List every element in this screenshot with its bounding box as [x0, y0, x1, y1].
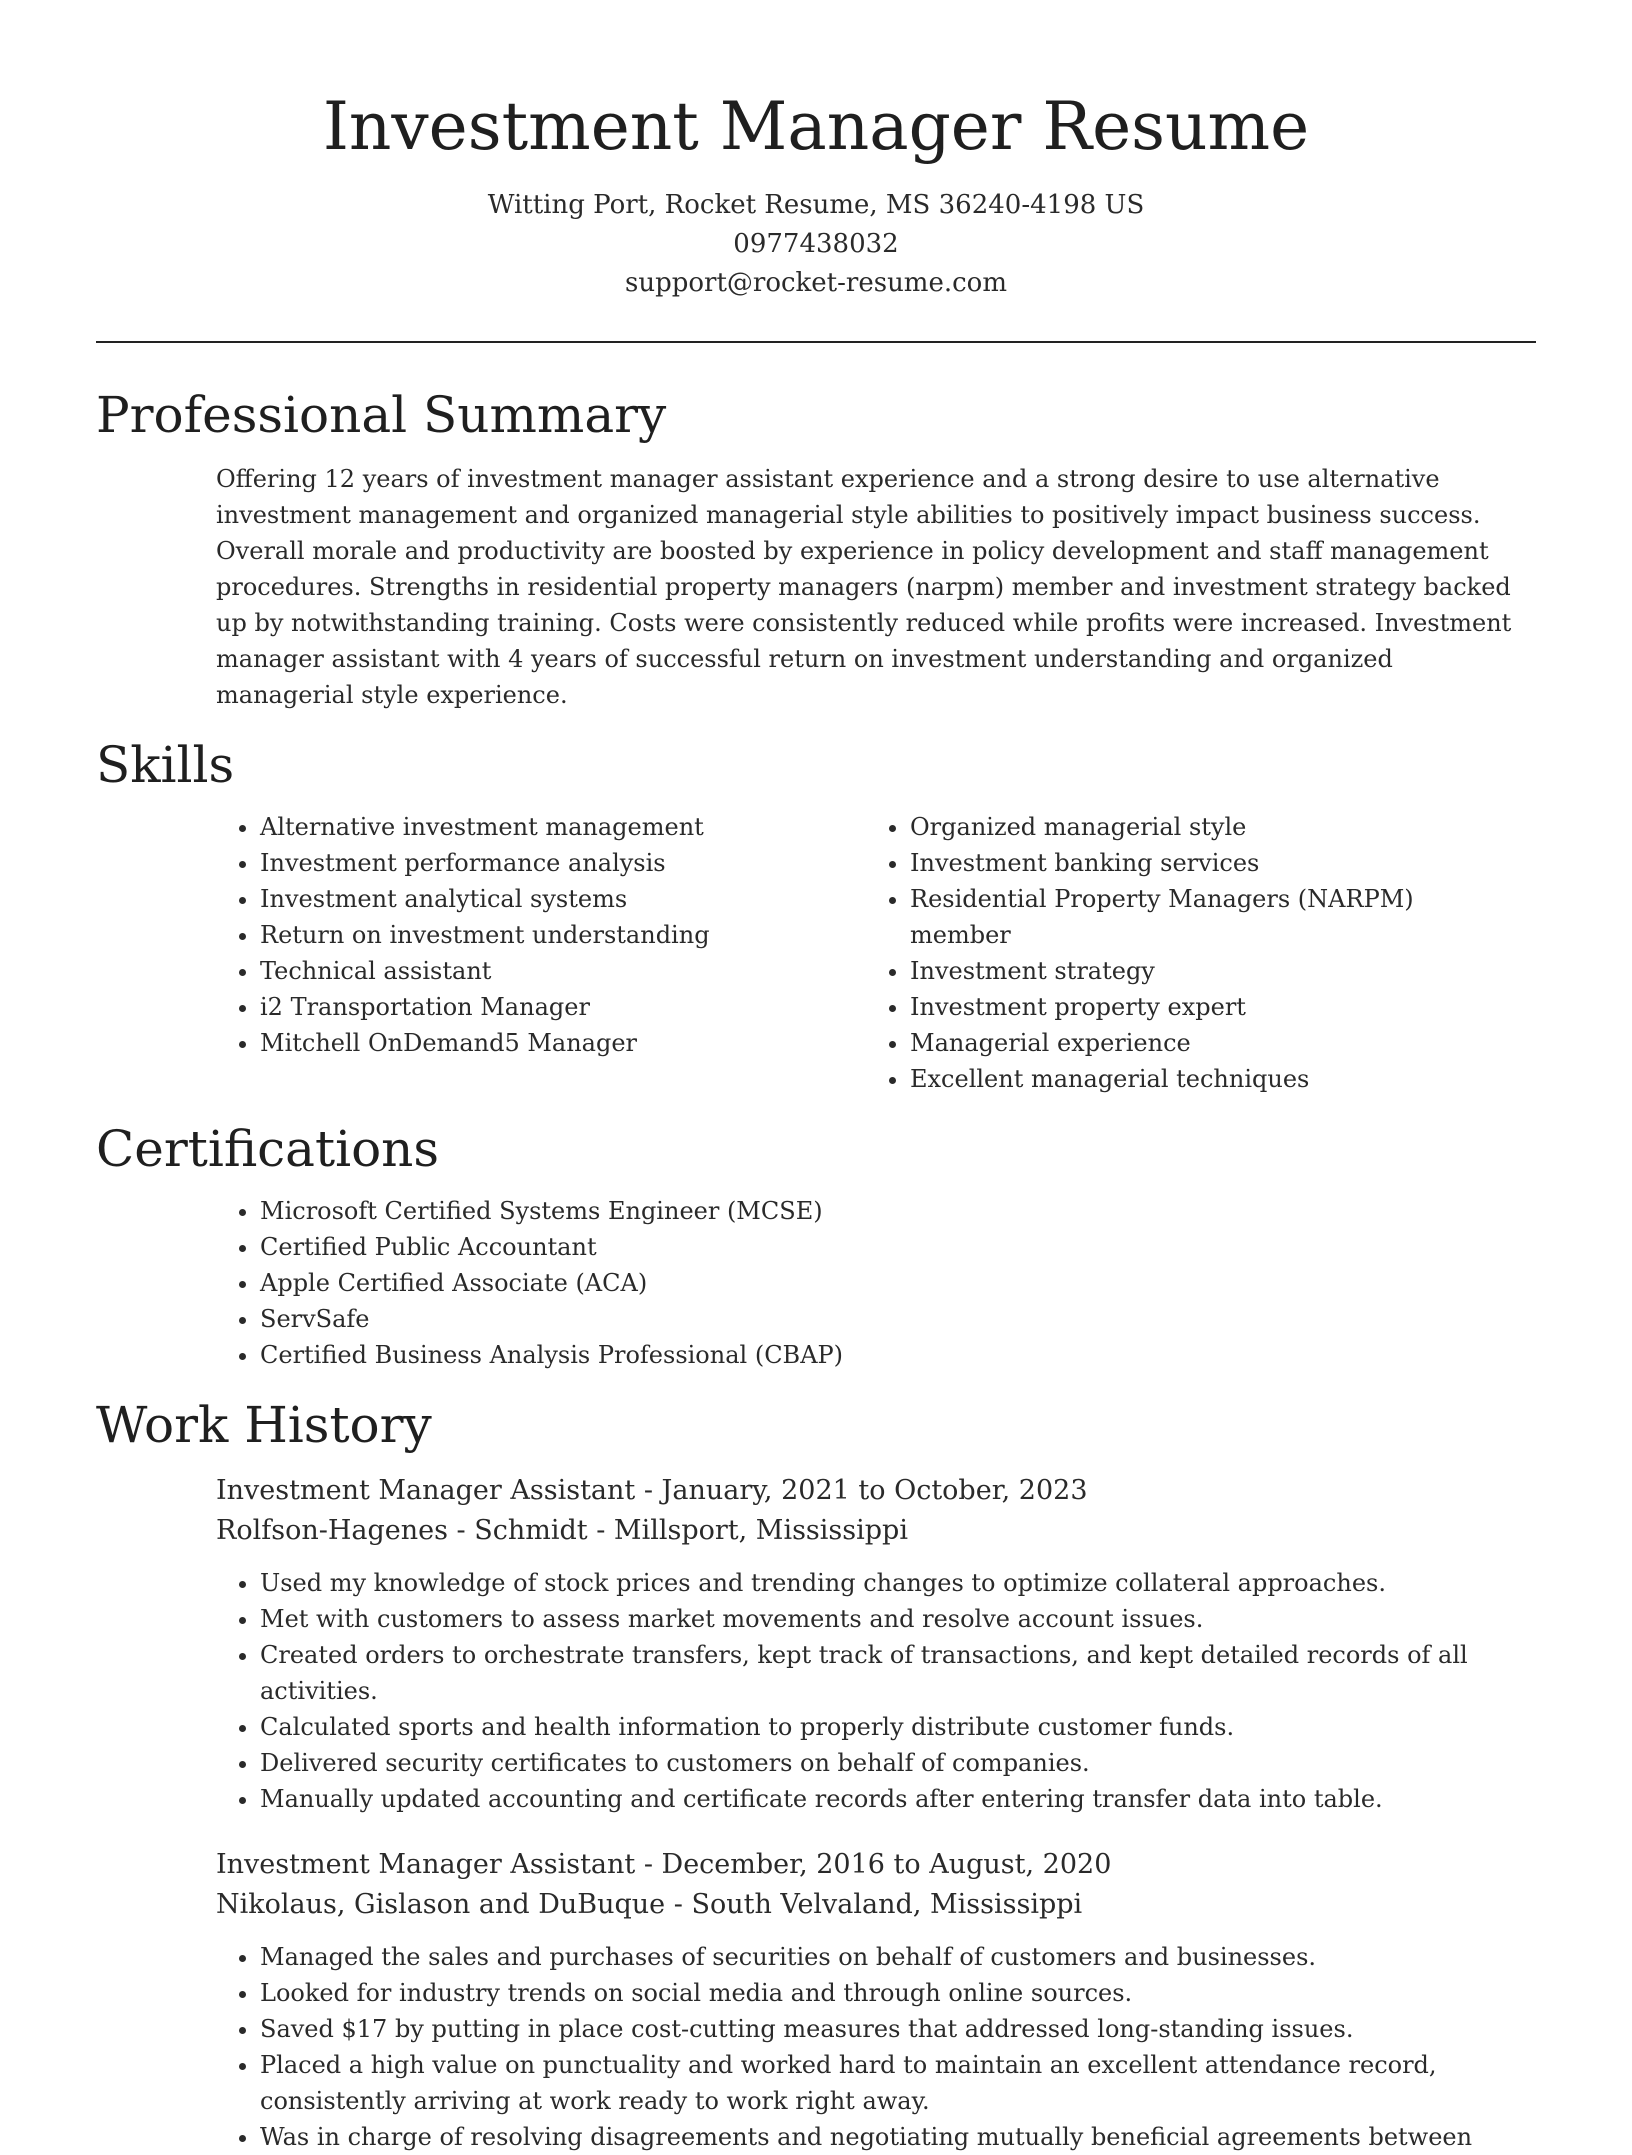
- job-bullet: • Calculated sports and health information to properly distribute customer funds.: [260, 1709, 1536, 1745]
- job-bullet: • Managed the sales and purchases of securities on behalf of customers and businesses.: [260, 1939, 1536, 1975]
- header-divider: [96, 341, 1536, 343]
- resume-title: Investment Manager Resume: [322, 88, 1310, 165]
- skill-item: • Investment analytical systems: [260, 881, 910, 917]
- skill-item: • Investment property expert: [910, 989, 1510, 1025]
- certifications-list: [96, 1193, 1536, 1373]
- job-bullet: • Placed a high value on punctuality and worked hard to maintain an excellent attendance record, consistently arriving at work ready to work right away.: [260, 2047, 1536, 2119]
- summary-text: Offering 12 years of investment manager assistant experience and a strong desire to use alternative investment management and organized managerial style abilities to positively impact business success. Overall morale and productivity are boosted by experience in policy development and staff management procedures. Strengths in residential property managers (narpm) member and investment strategy backed up by notwithstanding training. Costs were consistently reduced while profits were increased. Investment manager assistant with 4 years of successful return on investment understanding and organized managerial style experience.: [216, 465, 1512, 709]
- job-dates: - January, 2021 to October, 2023: [635, 1475, 1088, 1506]
- certifications-section: [96, 1117, 1536, 1373]
- certification-item: • Microsoft Certified Systems Engineer (MCSE): [260, 1193, 1536, 1229]
- job-bullet: • Used my knowledge of stock prices and trending changes to optimize collateral approaches.: [260, 1565, 1536, 1601]
- job-bullet: • Met with customers to assess market movements and resolve account issues.: [260, 1601, 1536, 1637]
- certifications-heading: Certifications: [96, 1120, 440, 1178]
- certification-item: • Apple Certified Associate (ACA): [260, 1265, 1536, 1301]
- contact-phone: 0977438032: [733, 229, 899, 259]
- skills-section: [96, 733, 1536, 1097]
- job-entry: [96, 1471, 1536, 1817]
- skill-item: • Investment banking services: [910, 845, 1510, 881]
- work-history-heading: Work History: [96, 1396, 432, 1454]
- contact-email[interactable]: support@rocket-resume.com: [624, 268, 1007, 298]
- skill-item: • Investment performance analysis: [260, 845, 910, 881]
- skills-grid: [96, 809, 1536, 1097]
- job-company: Nikolaus, Gislason and DuBuque: [216, 1889, 666, 1920]
- skill-item: • Technical assistant: [260, 953, 910, 989]
- job-company-line: [216, 1511, 1536, 1551]
- certification-item: • Certified Public Accountant: [260, 1229, 1536, 1265]
- skill-item: • Residential Property Managers (NARPM) member: [910, 881, 1510, 953]
- skill-item: • Managerial experience: [910, 1025, 1510, 1061]
- job-location: - South Velvaland, Mississippi: [665, 1889, 1083, 1920]
- job-title: Investment Manager Assistant: [216, 1849, 636, 1880]
- work-history-section: [96, 1393, 1536, 2155]
- skill-item: • i2 Transportation Manager: [260, 989, 910, 1025]
- job-bullet: • Looked for industry trends on social media and through online sources.: [260, 1975, 1536, 2011]
- summary-heading: Professional Summary: [96, 386, 667, 444]
- job-title: Investment Manager Assistant: [216, 1475, 636, 1506]
- skills-list-left: [96, 809, 910, 1097]
- skill-item: • Investment strategy: [910, 953, 1510, 989]
- skill-item: • Alternative investment management: [260, 809, 910, 845]
- job-bullets: [96, 1939, 1536, 2155]
- certification-item: • ServSafe: [260, 1301, 1536, 1337]
- skill-item: • Return on investment understanding: [260, 917, 910, 953]
- skill-item: • Organized managerial style: [910, 809, 1510, 845]
- job-dates: - December, 2016 to August, 2020: [635, 1849, 1112, 1880]
- job-company-line: [216, 1885, 1536, 1925]
- certification-item: • Certified Business Analysis Professional (CBAP): [260, 1337, 1536, 1373]
- job-bullet: • Delivered security certificates to customers on behalf of companies.: [260, 1745, 1536, 1781]
- skill-item: • Excellent managerial techniques: [910, 1061, 1510, 1097]
- job-company: Rolfson-Hagenes - Schmidt: [216, 1515, 588, 1546]
- resume-header: [96, 0, 1536, 303]
- job-title-line: [216, 1471, 1536, 1511]
- job-bullet: • Saved $17 by putting in place cost-cutting measures that addressed long-standing issues.: [260, 2011, 1536, 2047]
- skills-list-right: [910, 809, 1510, 1097]
- job-bullet: • Manually updated accounting and certificate records after entering transfer data into table.: [260, 1781, 1536, 1817]
- summary-section: [96, 383, 1536, 713]
- job-location: - Millsport, Mississippi: [587, 1515, 908, 1546]
- contact-address: Witting Port, Rocket Resume, MS 36240-4198 US: [487, 190, 1145, 220]
- skills-heading: Skills: [96, 736, 235, 794]
- job-bullet: • Created orders to orchestrate transfers, kept track of transactions, and kept detailed records of all activities.: [260, 1637, 1536, 1709]
- job-title-line: [216, 1845, 1536, 1885]
- job-bullets: [96, 1565, 1536, 1817]
- job-bullet: • Was in charge of resolving disagreements and negotiating mutually beneficial agreements between: [260, 2119, 1536, 2155]
- job-entry: [96, 1845, 1536, 2155]
- resume-page: [96, 0, 1536, 2155]
- skill-item: • Mitchell OnDemand5 Manager: [260, 1025, 910, 1061]
